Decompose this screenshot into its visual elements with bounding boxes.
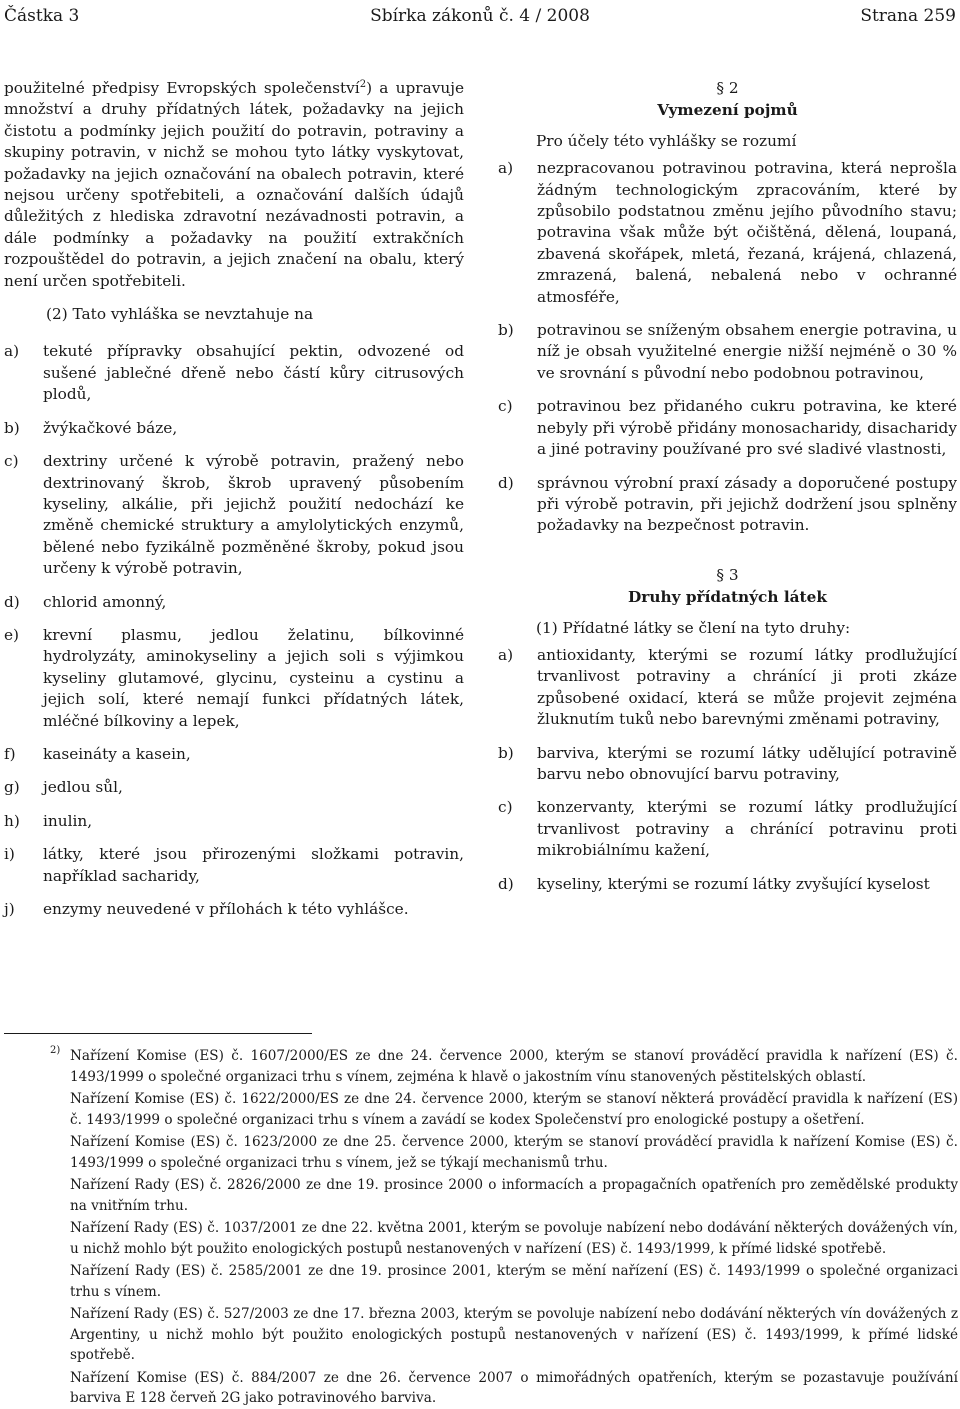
footnote-divider <box>4 1033 312 1034</box>
footnote-item: Nařízení Rady (ES) č. 2585/2001 ze dne 19. prosince 2001, kterým se mění nařízení (ES) č. 1493/1999 o společné organizaci trhu s vínem. <box>70 1263 958 1300</box>
footnote-item: Nařízení Komise (ES) č. 1623/2000 ze dne 25. července 2000, kterým se stanoví prováděcí pravidla k nařízení Komise (ES) č. 1493/1999 o společné organizaci trhu s vínem, jež se týkají mechanismů trhu. <box>70 1134 958 1171</box>
footnote-item: Nařízení Komise (ES) č. 884/2007 ze dne 26. července 2007 o mimořádných opatřeních, kterým se pozastavuje používání barviva E 128 červeň 2G jako potravinového barviva. <box>70 1369 958 1406</box>
list-item: b) žvýkačkové báze, <box>4 418 178 437</box>
list-item: c) dextriny určené k výrobě potravin, pražený nebo dextrinovaný škrob, škrob upravený působením kyseliny, alkálie, při jejichž použití nedochází ke změně chemické struktury a amylolytických enzymů, bělené nebo fyzikálně pozměněné škroby, pokud jsou určeny k výrobě potravin, <box>4 452 464 578</box>
footnote-mark: 2) <box>50 1045 61 1056</box>
list-item: g) jedlou sůl, <box>4 778 123 797</box>
list-item: d) chlorid amonný, <box>4 592 167 611</box>
list-item: i) látky, které jsou přirozenými složkami potravin, například sacharidy, <box>4 845 464 885</box>
list-item: d) kyseliny, kterými se rozumí látky zvyšující kyselost <box>498 874 930 893</box>
section-mark: § 3 <box>716 565 739 584</box>
list-item: j) enzymy neuvedené v přílohách k této vyhlášce. <box>4 900 409 918</box>
footnote-item: Nařízení Rady (ES) č. 2826/2000 ze dne 19. prosince 2000 o informacích a propagačních opatřeních pro zemědělské produkty na vnitřním trhu. <box>70 1177 958 1214</box>
continuation-paragraph: použitelné předpisy Evropských společenství$^2$) a upravuje množství a druhy přídatných látek, požadavky na jejich čistotu a podmínky jejich použití do potravin, potraviny a skupiny potravin, v nichž se mohou tyto látky vyskytovat, požadavky na jejich označování na obalech potravin, které nejsou určeny spotřebiteli, a označování dalších údajů důležitých z hlediska zdravotní nezávadnosti potravin, a dále podmínky a požadavky na použití extrakčních rozpouštědel do potravin, a jejich značení na obalu, který není určen spotřebiteli. <box>4 78 464 290</box>
list-item: e) krevní plasmu, jedlou želatinu, bílkovinné hydrolyzáty, aminokyseliny a jejich soli s výjimkou kyseliny glutamové, glycinu, cysteinu a cystinu a jejich solí, které nemají funkci přídatných látek, mléčné bílkoviny a lepek, <box>4 625 464 730</box>
section-title: Vymezení pojmů <box>657 101 798 120</box>
footnote-ref[interactable]: 2 <box>359 78 367 90</box>
footnotes <box>50 1045 958 1409</box>
section-mark: § 2 <box>716 79 739 97</box>
footnote-item: 2) Nařízení Komise (ES) č. 1607/2000/ES ze dne 24. července 2000, kterým se stanoví prováděcí pravidla k nařízení (ES) č. 1493/1999 o společné organizaci trhu s vínem, zejména k hlavě o jakostním vínu stanovených pěstitelských oblastí. <box>70 1046 958 1087</box>
section-intro: Pro účely této vyhlášky se rozumí <box>536 131 797 150</box>
footnote-item: Nařízení Rady (ES) č. 527/2003 ze dne 17. března 2003, kterým se povoluje nabízení nebo dodávání některých vín dovážených z Argentiny, u nichž mohlo být použito enologických postupů nestanovených v nařízení (ES) č. 1493/1999, k přímé lidské spotřebě. <box>70 1306 958 1363</box>
header-collection: Sbírka zákonů č. 4 / 2008 <box>370 6 590 26</box>
section-intro: (1) Přídatné látky se člení na tyto druhy: <box>536 618 851 637</box>
list-item: a) nezpracovanou potravinou potravina, která neprošla žádným technologickým zpracováním, které by způsobilo podstatnou změnu jejího původního stavu; potravina však může být očištěná, dělená, loupaná, zbavená skořápek, mletá, řezaná, krájená, chlazená, zmrazená, balená, nebalená nebo v ochranné atmosféře, <box>498 159 957 306</box>
header-part: Částka 3 <box>4 6 80 26</box>
list-item: b) barviva, kterými se rozumí látky udělující potravině barvu nebo obnovující barvu potraviny, <box>498 743 957 783</box>
footnote-item: Nařízení Rady (ES) č. 1037/2001 ze dne 22. května 2001, kterým se povoluje nabízení nebo dodávání některých dovážených vín, u nichž mohlo být použito enologických postupů nestanovených v nařízení (ES) č. 1493/1999, k přímé lidské spotřebě. <box>70 1220 958 1257</box>
right-column <box>498 78 957 895</box>
list-item: c) konzervanty, kterými se rozumí látky prodlužující trvanlivost potraviny a chránící potravinu proti mikrobiálnímu kažení, <box>498 798 957 860</box>
list-item: h) inulin, <box>4 811 93 830</box>
left-column <box>4 78 464 920</box>
list-item: c) potravinou bez přidaného cukru potravina, ke které nebyly při výrobě přidány monosacharidy, disacharidy a jiné potraviny používané pro své sladivé vlastnosti, <box>498 397 957 459</box>
section-title: Druhy přídatných látek <box>628 588 827 607</box>
paragraph-2: (2) Tato vyhláška se nevztahuje na <box>46 305 314 324</box>
list-item: d) správnou výrobní praxí zásady a doporučené postupy při výrobě potravin, při jejichž dodržení jsou splněny požadavky na bezpečnost potravin. <box>498 473 957 535</box>
footnote-item: Nařízení Komise (ES) č. 1622/2000/ES ze dne 24. července 2000, kterým se stanoví některá prováděcí pravidla k nařízení (ES) č. 1493/1999 o společné organizaci trhu s vínem a zavádí se kodex Společenství pro enologické postupy a ošetření. <box>70 1091 958 1128</box>
page-header <box>4 3 956 29</box>
list-item: b) potravinou se sníženým obsahem energie potravina, u níž je obsah využitelné energie nižší nejméně o 30 % ve srovnání s původní nebo podobnou potravinou, <box>498 321 957 382</box>
list-item: a) antioxidanty, kterými se rozumí látky prodlužující trvanlivost potraviny a chránící ji proti zkáze způsobené oxidací, která se může projevit zejména žluknutím tuků nebo barevnými změnami potraviny, <box>498 645 957 729</box>
list-item: f) kaseináty a kasein, <box>4 744 191 763</box>
list-item: a) tekuté přípravky obsahující pektin, odvozené od sušené jablečné dřeně nebo částí kůry citrusových plodů, <box>4 342 464 404</box>
header-page-number: Strana 259 <box>860 6 956 26</box>
